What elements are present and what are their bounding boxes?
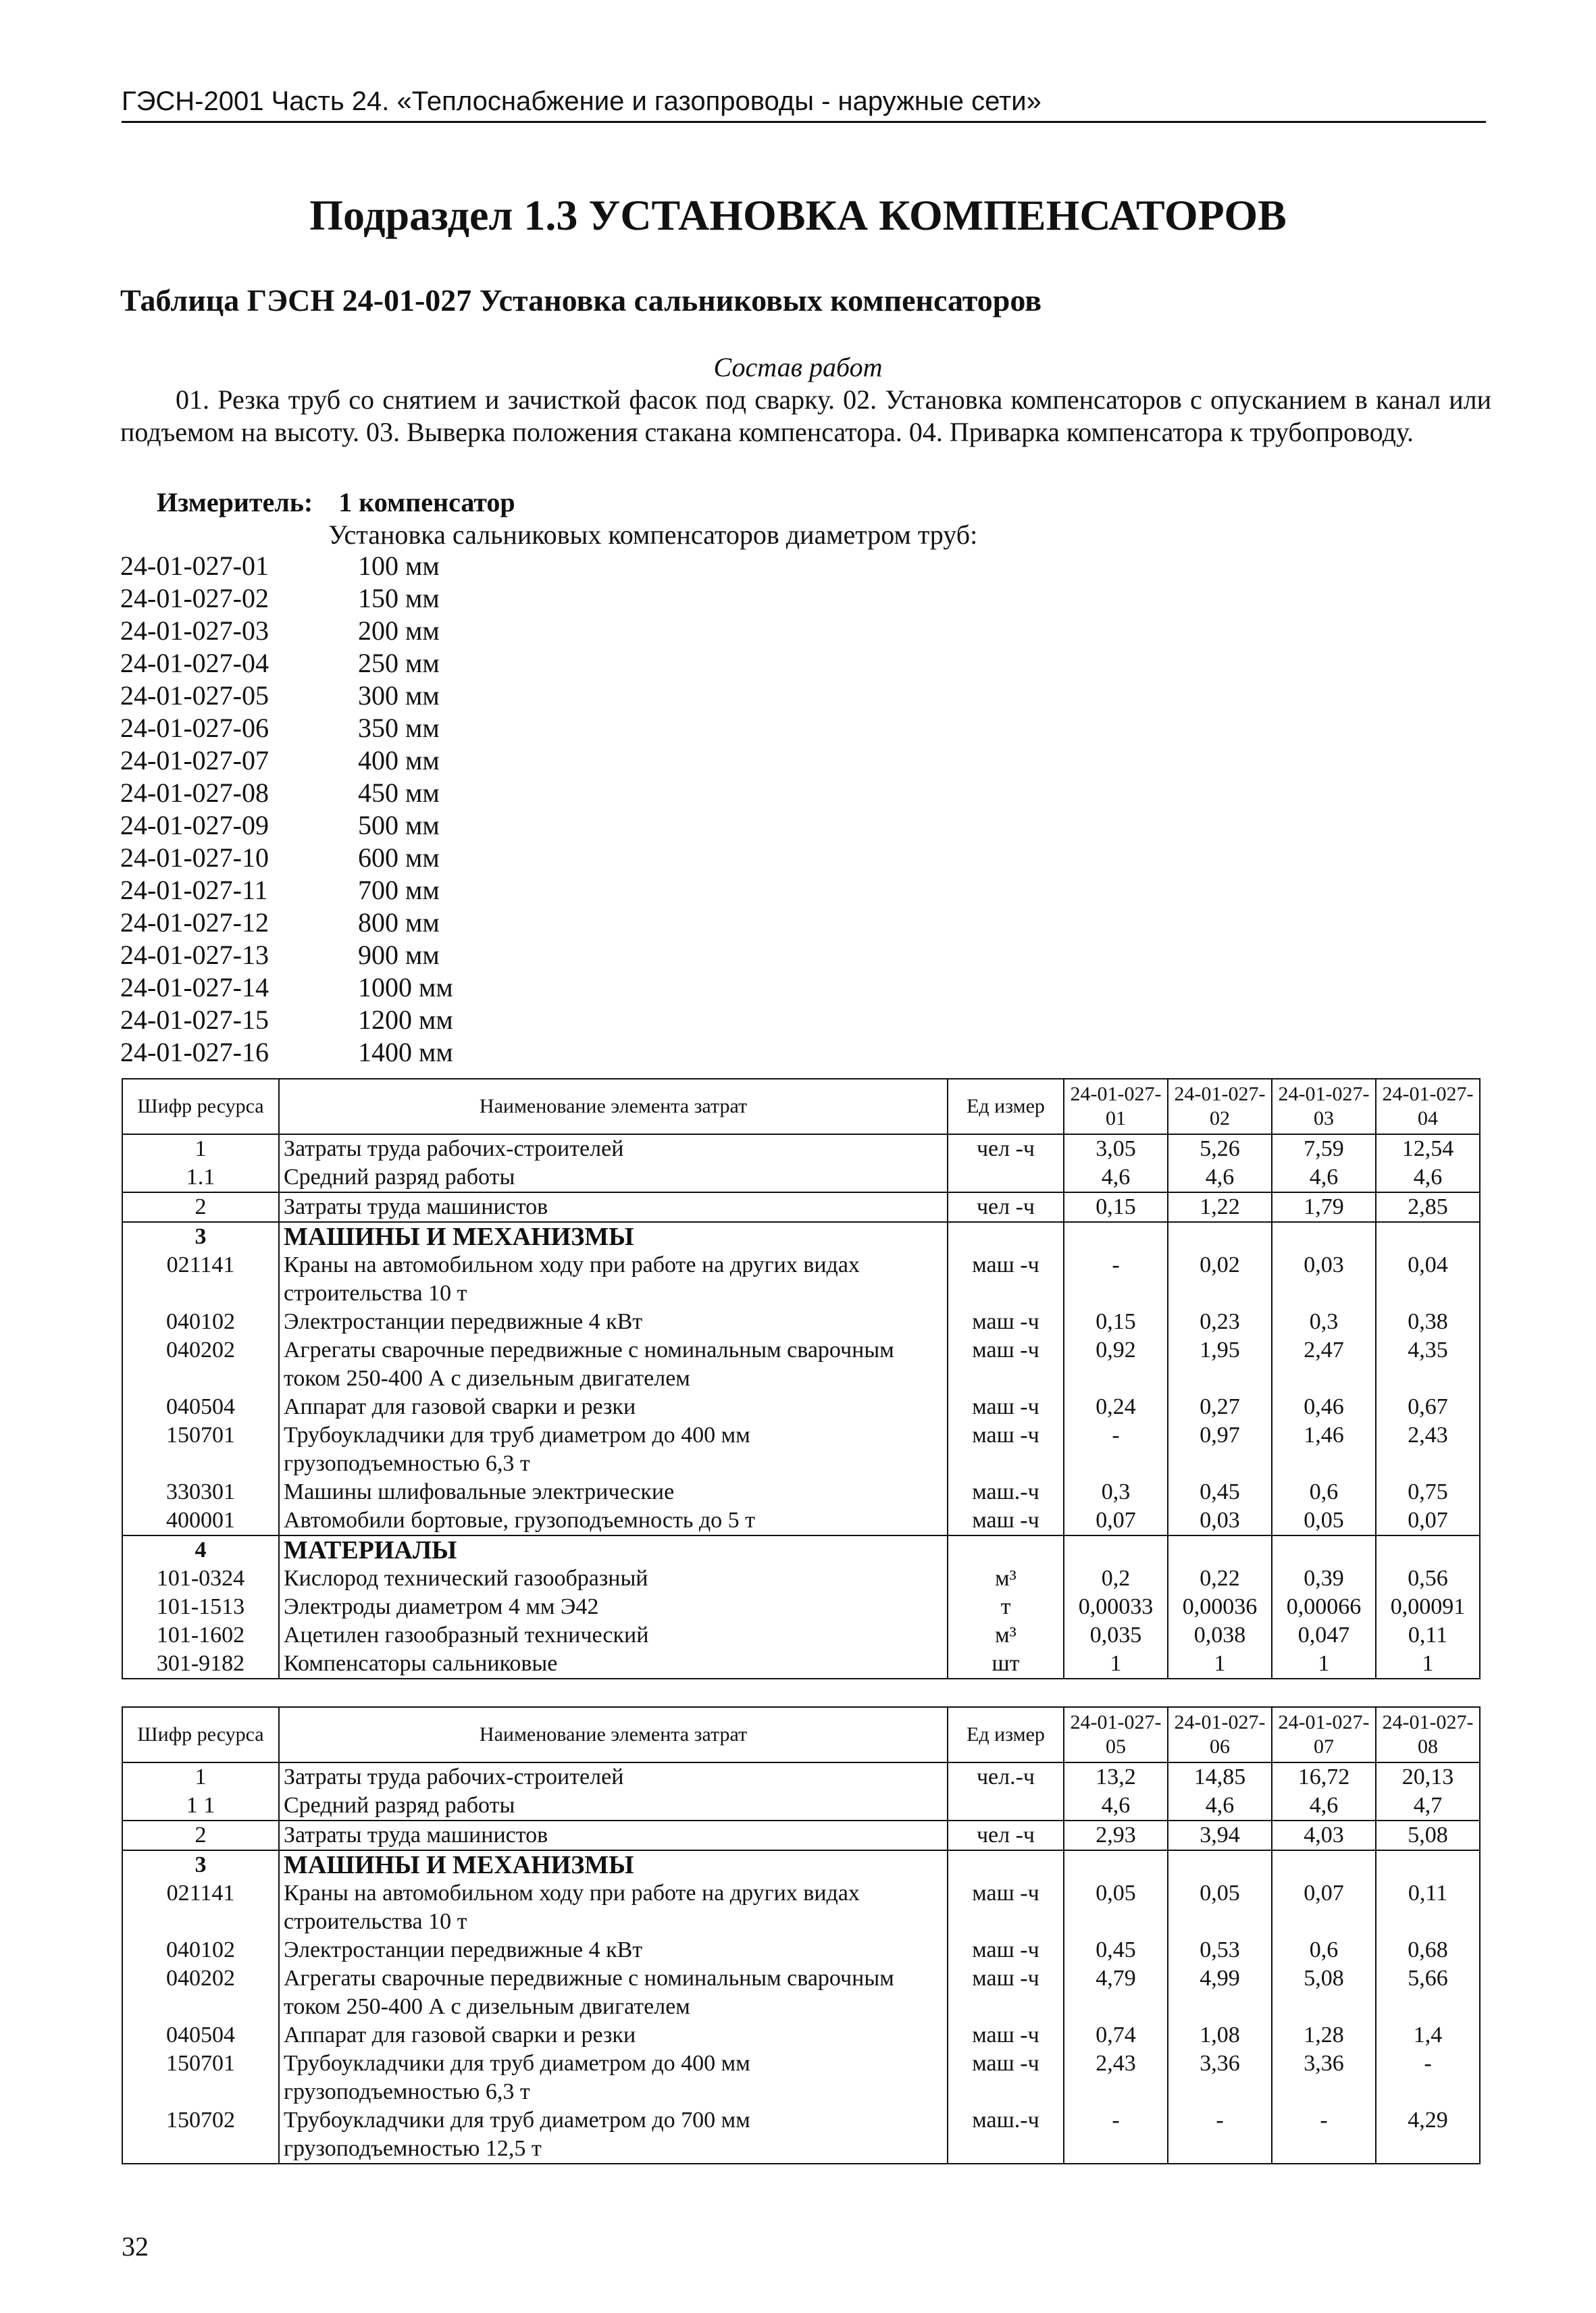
resource-code: 1 bbox=[122, 1134, 279, 1163]
table-row bbox=[122, 1850, 1480, 1879]
norm-code: 24-01-027-07 bbox=[120, 745, 269, 776]
resource-value bbox=[1168, 1850, 1272, 1879]
resource-name: Трубоукладчики для труб диаметром до 700 мм грузоподъемностью 12,5 т bbox=[279, 2106, 948, 2164]
resource-code: 3 bbox=[122, 1222, 279, 1251]
norm-code: 24-01-027-14 bbox=[120, 972, 269, 1002]
resource-code: 1 1 bbox=[122, 1791, 279, 1821]
pipe-diameter: 450 мм bbox=[358, 778, 440, 808]
table-row bbox=[122, 2050, 1480, 2106]
code-list-item bbox=[120, 1036, 453, 1069]
pipe-diameter: 800 мм bbox=[358, 907, 440, 938]
resource-value: 0,03 bbox=[1168, 1506, 1272, 1535]
resource-value: - bbox=[1168, 2106, 1272, 2164]
resource-name: Компенсаторы сальниковые bbox=[279, 1650, 948, 1679]
resource-value: 3,94 bbox=[1168, 1821, 1272, 1850]
resource-value bbox=[1376, 1222, 1480, 1251]
resource-code: 040504 bbox=[122, 2021, 279, 2050]
resource-unit: м³ bbox=[948, 1621, 1064, 1650]
resource-value: 4,6 bbox=[1168, 1791, 1272, 1821]
pipe-diameter: 1400 мм bbox=[358, 1037, 453, 1067]
resource-code: 040102 bbox=[122, 1936, 279, 1964]
resource-unit: маш -ч bbox=[948, 1964, 1064, 2021]
resource-value: 3,05 bbox=[1064, 1134, 1168, 1163]
pipe-diameter: 600 мм bbox=[358, 842, 440, 873]
resource-value: 3,36 bbox=[1272, 2050, 1376, 2106]
table-header-row bbox=[122, 1079, 1480, 1134]
resource-unit: маш -ч bbox=[948, 1308, 1064, 1336]
resource-value: 0,00036 bbox=[1168, 1593, 1272, 1621]
resource-value: 2,85 bbox=[1376, 1192, 1480, 1222]
table-row bbox=[122, 1565, 1480, 1593]
resource-unit bbox=[948, 1535, 1064, 1565]
code-list-item bbox=[120, 615, 453, 647]
codes-intro: Установка сальниковых компенсаторов диаметром труб: bbox=[328, 519, 978, 550]
resource-value: 0,53 bbox=[1168, 1936, 1272, 1964]
measurer-label: Измеритель: bbox=[157, 487, 313, 517]
running-header: ГЭСН-2001 Часть 24. «Теплоснабжение и газопроводы - наружные сети» bbox=[122, 86, 1486, 123]
code-list-item bbox=[120, 744, 453, 777]
norm-code: 24-01-027-12 bbox=[120, 907, 269, 938]
resource-value: 0,05 bbox=[1064, 1879, 1168, 1936]
resource-value: 0,03 bbox=[1272, 1251, 1376, 1308]
table-row bbox=[122, 1478, 1480, 1506]
resource-code: 4 bbox=[122, 1535, 279, 1565]
norm-code: 24-01-027-15 bbox=[120, 1005, 269, 1035]
resource-value: 13,2 bbox=[1064, 1762, 1168, 1791]
resource-name: Машины шлифовальные электрические bbox=[279, 1478, 948, 1506]
resource-code: 3 bbox=[122, 1850, 279, 1879]
resource-value: 0,27 bbox=[1168, 1393, 1272, 1421]
table-row bbox=[122, 1762, 1480, 1791]
resource-code: 040202 bbox=[122, 1964, 279, 2021]
resource-unit: чел -ч bbox=[948, 1821, 1064, 1850]
pipe-diameter: 400 мм bbox=[358, 745, 440, 776]
pipe-diameter: 100 мм bbox=[358, 551, 440, 581]
resource-name: Краны на автомобильном ходу при работе на других видах строительства 10 т bbox=[279, 1251, 948, 1308]
resource-value: 1 bbox=[1376, 1650, 1480, 1679]
header-unit: Ед измер bbox=[948, 1707, 1064, 1762]
table-row bbox=[122, 1506, 1480, 1535]
code-list-item bbox=[120, 907, 453, 939]
resource-code: 040504 bbox=[122, 1393, 279, 1421]
resource-unit: маш -ч bbox=[948, 1251, 1064, 1308]
resource-value: 4,6 bbox=[1064, 1791, 1168, 1821]
table-row bbox=[122, 1650, 1480, 1679]
resource-value: 0,05 bbox=[1168, 1879, 1272, 1936]
resource-unit: маш -ч bbox=[948, 2021, 1064, 2050]
resource-value: 2,43 bbox=[1376, 1421, 1480, 1478]
resource-value: - bbox=[1272, 2106, 1376, 2164]
resource-table-1 bbox=[122, 1078, 1481, 1679]
table-row bbox=[122, 1134, 1480, 1163]
section-title: Подраздел 1.3 УСТАНОВКА КОМПЕНСАТОРОВ bbox=[309, 191, 1287, 239]
resource-name: Средний разряд работы bbox=[279, 1163, 948, 1192]
measurer-value: 1 компенсатор bbox=[338, 487, 515, 517]
code-list bbox=[120, 550, 453, 1069]
table-row bbox=[122, 1393, 1480, 1421]
header-code: Шифр ресурса bbox=[122, 1707, 279, 1762]
resource-value: 5,08 bbox=[1272, 1964, 1376, 2021]
resource-value: 1,4 bbox=[1376, 2021, 1480, 2050]
resource-unit: маш.-ч bbox=[948, 2106, 1064, 2164]
resource-value: 0,75 bbox=[1376, 1478, 1480, 1506]
resource-value: 0,23 bbox=[1168, 1308, 1272, 1336]
resource-unit bbox=[948, 1850, 1064, 1879]
resource-unit: шт bbox=[948, 1650, 1064, 1679]
resource-value: 4,6 bbox=[1272, 1163, 1376, 1192]
norm-code: 24-01-027-05 bbox=[120, 680, 269, 711]
resource-value: - bbox=[1064, 1421, 1168, 1478]
resource-value bbox=[1272, 1535, 1376, 1565]
resource-unit: маш.-ч bbox=[948, 1478, 1064, 1506]
resource-value: 4,99 bbox=[1168, 1964, 1272, 2021]
resource-name: Затраты труда машинистов bbox=[279, 1821, 948, 1850]
resource-name: МАШИНЫ И МЕХАНИЗМЫ bbox=[279, 1222, 948, 1251]
resource-unit bbox=[948, 1163, 1064, 1192]
resource-value: 0,047 bbox=[1272, 1621, 1376, 1650]
pipe-diameter: 1200 мм bbox=[358, 1005, 453, 1035]
resource-value bbox=[1064, 1850, 1168, 1879]
norm-code: 24-01-027-03 bbox=[120, 615, 269, 646]
resource-code: 2 bbox=[122, 1192, 279, 1222]
resource-value: 7,59 bbox=[1272, 1134, 1376, 1163]
resource-name: Трубоукладчики для труб диаметром до 400 мм грузоподъемностью 6,3 т bbox=[279, 2050, 948, 2106]
resource-value: 0,68 bbox=[1376, 1936, 1480, 1964]
resource-unit: маш -ч bbox=[948, 1506, 1064, 1535]
work-composition-heading: Состав работ bbox=[713, 352, 883, 382]
resource-value: 0,07 bbox=[1376, 1506, 1480, 1535]
resource-value: 5,26 bbox=[1168, 1134, 1272, 1163]
resource-value: 2,43 bbox=[1064, 2050, 1168, 2106]
table-row bbox=[122, 1192, 1480, 1222]
page-number: 32 bbox=[122, 2231, 149, 2262]
resource-value: 0,00066 bbox=[1272, 1593, 1376, 1621]
table-title: Таблица ГЭСН 24-01-027 Установка сальниковых компенсаторов bbox=[120, 283, 1042, 317]
resource-code: 101-1513 bbox=[122, 1593, 279, 1621]
resource-value bbox=[1376, 1535, 1480, 1565]
norm-code: 24-01-027-06 bbox=[120, 713, 269, 743]
code-list-item bbox=[120, 680, 453, 712]
resource-name: Агрегаты сварочные передвижные с номинальным сварочным током 250-400 А с дизельным двигателем bbox=[279, 1336, 948, 1393]
resource-value bbox=[1376, 1850, 1480, 1879]
code-list-item bbox=[120, 971, 453, 1004]
resource-code: 101-1602 bbox=[122, 1621, 279, 1650]
header-code: Шифр ресурса bbox=[122, 1079, 279, 1134]
table-row bbox=[122, 1421, 1480, 1478]
resource-value: 1,08 bbox=[1168, 2021, 1272, 2050]
resource-value: 2,47 bbox=[1272, 1336, 1376, 1393]
resource-value: 1,46 bbox=[1272, 1421, 1376, 1478]
table-row bbox=[122, 2106, 1480, 2164]
table-row bbox=[122, 1621, 1480, 1650]
resource-value: 0,07 bbox=[1272, 1879, 1376, 1936]
resource-value: 4,03 bbox=[1272, 1821, 1376, 1850]
resource-name: Электроды диаметром 4 мм Э42 bbox=[279, 1593, 948, 1621]
table-row bbox=[122, 1964, 1480, 2021]
resource-name: МАТЕРИАЛЫ bbox=[279, 1535, 948, 1565]
resource-name: Средний разряд работы bbox=[279, 1791, 948, 1821]
norm-code: 24-01-027-10 bbox=[120, 842, 269, 873]
resource-value: 12,54 bbox=[1376, 1134, 1480, 1163]
resource-name: Автомобили бортовые, грузоподъемность до 5 т bbox=[279, 1506, 948, 1535]
resource-value: 4,29 bbox=[1376, 2106, 1480, 2164]
norm-code: 24-01-027-13 bbox=[120, 940, 269, 970]
resource-code: 021141 bbox=[122, 1879, 279, 1936]
resource-code: 150701 bbox=[122, 2050, 279, 2106]
pipe-diameter: 200 мм bbox=[358, 615, 440, 646]
header-col: 24-01-027-07 bbox=[1272, 1707, 1376, 1762]
resource-value: 0,92 bbox=[1064, 1336, 1168, 1393]
resource-value: 0,04 bbox=[1376, 1251, 1480, 1308]
resource-value: 0,67 bbox=[1376, 1393, 1480, 1421]
resource-code: 040102 bbox=[122, 1308, 279, 1336]
resource-value: 0,56 bbox=[1376, 1565, 1480, 1593]
resource-unit: маш -ч bbox=[948, 1393, 1064, 1421]
resource-value bbox=[1272, 1222, 1376, 1251]
table-row bbox=[122, 1791, 1480, 1821]
header-col: 24-01-027-05 bbox=[1064, 1707, 1168, 1762]
resource-value: 4,6 bbox=[1064, 1163, 1168, 1192]
pipe-diameter: 300 мм bbox=[358, 680, 440, 711]
resource-value: 0,00033 bbox=[1064, 1593, 1168, 1621]
resource-name: Электростанции передвижные 4 кВт bbox=[279, 1308, 948, 1336]
resource-value bbox=[1064, 1222, 1168, 1251]
resource-value: 2,93 bbox=[1064, 1821, 1168, 1850]
table-row bbox=[122, 1821, 1480, 1850]
norm-code: 24-01-027-02 bbox=[120, 583, 269, 613]
pipe-diameter: 700 мм bbox=[358, 875, 440, 905]
resource-unit: маш -ч bbox=[948, 1879, 1064, 1936]
resource-value bbox=[1168, 1222, 1272, 1251]
code-list-item bbox=[120, 1004, 453, 1036]
resource-value: 0,3 bbox=[1064, 1478, 1168, 1506]
resource-unit: маш -ч bbox=[948, 1336, 1064, 1393]
resource-code: 400001 bbox=[122, 1506, 279, 1535]
resource-code: 1.1 bbox=[122, 1163, 279, 1192]
resource-value: 0,6 bbox=[1272, 1478, 1376, 1506]
resource-code: 150701 bbox=[122, 1421, 279, 1478]
resource-value: 0,15 bbox=[1064, 1192, 1168, 1222]
resource-value: 0,22 bbox=[1168, 1565, 1272, 1593]
resource-value: 1 bbox=[1064, 1650, 1168, 1679]
resource-value: 0,74 bbox=[1064, 2021, 1168, 2050]
resource-unit: маш -ч bbox=[948, 1421, 1064, 1478]
resource-value: 0,2 bbox=[1064, 1565, 1168, 1593]
resource-value: 0,07 bbox=[1064, 1506, 1168, 1535]
resource-value: 3,36 bbox=[1168, 2050, 1272, 2106]
resource-value: 0,3 bbox=[1272, 1308, 1376, 1336]
resource-table-2 bbox=[122, 1706, 1481, 2164]
code-list-item bbox=[120, 874, 453, 907]
resource-value: 0,05 bbox=[1272, 1506, 1376, 1535]
resource-value: 16,72 bbox=[1272, 1762, 1376, 1791]
table-row bbox=[122, 1163, 1480, 1192]
header-name: Наименование элемента затрат bbox=[279, 1079, 948, 1134]
pipe-diameter: 900 мм bbox=[358, 940, 440, 970]
header-col: 24-01-027-04 bbox=[1376, 1079, 1480, 1134]
resource-value: 1,28 bbox=[1272, 2021, 1376, 2050]
resource-value bbox=[1168, 1535, 1272, 1565]
resource-code: 150702 bbox=[122, 2106, 279, 2164]
resource-value: - bbox=[1064, 1251, 1168, 1308]
resource-unit bbox=[948, 1222, 1064, 1251]
table-row bbox=[122, 1535, 1480, 1565]
code-list-item bbox=[120, 550, 453, 582]
resource-value: 0,46 bbox=[1272, 1393, 1376, 1421]
pipe-diameter: 250 мм bbox=[358, 648, 440, 678]
resource-value: 0,45 bbox=[1064, 1936, 1168, 1964]
norm-code: 24-01-027-01 bbox=[120, 551, 269, 581]
norm-code: 24-01-027-04 bbox=[120, 648, 269, 678]
table-header-row bbox=[122, 1707, 1480, 1762]
resource-name: Аппарат для газовой сварки и резки bbox=[279, 2021, 948, 2050]
code-list-item bbox=[120, 809, 453, 842]
resource-unit: чел.-ч bbox=[948, 1762, 1064, 1791]
resource-value: 0,38 bbox=[1376, 1308, 1480, 1336]
code-list-item bbox=[120, 712, 453, 744]
code-list-item bbox=[120, 842, 453, 874]
resource-value: 20,13 bbox=[1376, 1762, 1480, 1791]
resource-value: 0,15 bbox=[1064, 1308, 1168, 1336]
resource-name: Агрегаты сварочные передвижные с номинальным сварочным током 250-400 А с дизельным двигателем bbox=[279, 1964, 948, 2021]
resource-unit: маш -ч bbox=[948, 1936, 1064, 1964]
resource-code: 021141 bbox=[122, 1251, 279, 1308]
resource-unit: чел -ч bbox=[948, 1134, 1064, 1163]
resource-unit bbox=[948, 1791, 1064, 1821]
resource-name: Затраты труда машинистов bbox=[279, 1192, 948, 1222]
resource-name: Краны на автомобильном ходу при работе на других видах строительства 10 т bbox=[279, 1879, 948, 1936]
resource-value: 0,038 bbox=[1168, 1621, 1272, 1650]
resource-code: 301-9182 bbox=[122, 1650, 279, 1679]
header-col: 24-01-027-06 bbox=[1168, 1707, 1272, 1762]
code-list-item bbox=[120, 582, 453, 615]
resource-value: 5,66 bbox=[1376, 1964, 1480, 2021]
resource-code: 040202 bbox=[122, 1336, 279, 1393]
resource-name: Кислород технический газообразный bbox=[279, 1565, 948, 1593]
measurer bbox=[157, 486, 515, 518]
resource-code: 1 bbox=[122, 1762, 279, 1791]
code-list-item bbox=[120, 777, 453, 809]
resource-name: МАШИНЫ И МЕХАНИЗМЫ bbox=[279, 1850, 948, 1879]
resource-value: 0,24 bbox=[1064, 1393, 1168, 1421]
resource-value: - bbox=[1064, 2106, 1168, 2164]
resource-value: 1,22 bbox=[1168, 1192, 1272, 1222]
table-row bbox=[122, 1222, 1480, 1251]
resource-value: 0,02 bbox=[1168, 1251, 1272, 1308]
resource-value: 4,7 bbox=[1376, 1791, 1480, 1821]
resource-value: 4,6 bbox=[1168, 1163, 1272, 1192]
resource-value bbox=[1064, 1535, 1168, 1565]
header-name: Наименование элемента затрат bbox=[279, 1707, 948, 1762]
norm-code: 24-01-027-08 bbox=[120, 778, 269, 808]
resource-value: 0,11 bbox=[1376, 1621, 1480, 1650]
code-list-item bbox=[120, 647, 453, 680]
resource-value: 4,6 bbox=[1376, 1163, 1480, 1192]
resource-value: 5,08 bbox=[1376, 1821, 1480, 1850]
resource-name: Аппарат для газовой сварки и резки bbox=[279, 1393, 948, 1421]
resource-code: 330301 bbox=[122, 1478, 279, 1506]
resource-value: 4,79 bbox=[1064, 1964, 1168, 2021]
resource-value: 1,95 bbox=[1168, 1336, 1272, 1393]
pipe-diameter: 350 мм bbox=[358, 713, 440, 743]
resource-name: Трубоукладчики для труб диаметром до 400 мм грузоподъемностью 6,3 т bbox=[279, 1421, 948, 1478]
resource-value: 1,79 bbox=[1272, 1192, 1376, 1222]
resource-value: - bbox=[1376, 2050, 1480, 2106]
resource-value: 0,97 bbox=[1168, 1421, 1272, 1478]
resource-code: 2 bbox=[122, 1821, 279, 1850]
header-col: 24-01-027-02 bbox=[1168, 1079, 1272, 1134]
table-row bbox=[122, 1336, 1480, 1393]
resource-value: 14,85 bbox=[1168, 1762, 1272, 1791]
resource-value: 0,45 bbox=[1168, 1478, 1272, 1506]
header-col: 24-01-027-08 bbox=[1376, 1707, 1480, 1762]
resource-value: 4,35 bbox=[1376, 1336, 1480, 1393]
resource-value: 0,39 bbox=[1272, 1565, 1376, 1593]
header-col: 24-01-027-01 bbox=[1064, 1079, 1168, 1134]
resource-value bbox=[1272, 1850, 1376, 1879]
work-composition-text: 01. Резка труб со снятием и зачисткой фасок под сварку. 02. Установка компенсаторов с опусканием в канал или подъемом на высоту. 03. Выверка положения стакана компенсатора. 04. Приварка компенсатора к трубопроводу. bbox=[120, 384, 1491, 447]
resource-unit: т bbox=[948, 1593, 1064, 1621]
resource-value: 1 bbox=[1168, 1650, 1272, 1679]
header-col: 24-01-027-03 bbox=[1272, 1079, 1376, 1134]
table-row bbox=[122, 2021, 1480, 2050]
pipe-diameter: 500 мм bbox=[358, 810, 440, 840]
pipe-diameter: 150 мм bbox=[358, 583, 440, 613]
resource-code: 101-0324 bbox=[122, 1565, 279, 1593]
code-list-item bbox=[120, 939, 453, 971]
resource-name: Ацетилен газообразный технический bbox=[279, 1621, 948, 1650]
header-unit: Ед измер bbox=[948, 1079, 1064, 1134]
table-row bbox=[122, 1251, 1480, 1308]
resource-value: 0,035 bbox=[1064, 1621, 1168, 1650]
norm-code: 24-01-027-11 bbox=[120, 875, 268, 905]
table-row bbox=[122, 1593, 1480, 1621]
table-row bbox=[122, 1308, 1480, 1336]
resource-name: Затраты труда рабочих-строителей bbox=[279, 1762, 948, 1791]
resource-unit: маш -ч bbox=[948, 2050, 1064, 2106]
resource-name: Электростанции передвижные 4 кВт bbox=[279, 1936, 948, 1964]
resource-value: 1 bbox=[1272, 1650, 1376, 1679]
pipe-diameter: 1000 мм bbox=[358, 972, 453, 1002]
resource-value: 4,6 bbox=[1272, 1791, 1376, 1821]
norm-code: 24-01-027-16 bbox=[120, 1037, 269, 1067]
resource-unit: м³ bbox=[948, 1565, 1064, 1593]
table-row bbox=[122, 1936, 1480, 1964]
resource-unit: чел -ч bbox=[948, 1192, 1064, 1222]
resource-value: 0,11 bbox=[1376, 1879, 1480, 1936]
resource-value: 0,00091 bbox=[1376, 1593, 1480, 1621]
resource-value: 0,6 bbox=[1272, 1936, 1376, 1964]
resource-name: Затраты труда рабочих-строителей bbox=[279, 1134, 948, 1163]
norm-code: 24-01-027-09 bbox=[120, 810, 269, 840]
table-row bbox=[122, 1879, 1480, 1936]
